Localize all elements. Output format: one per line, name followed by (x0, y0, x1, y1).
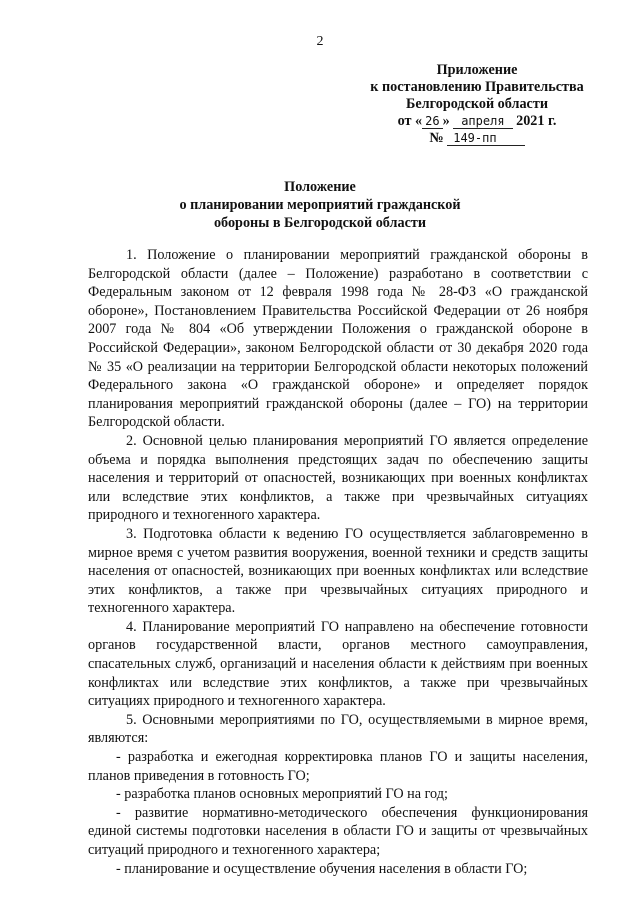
appendix-resolution-line: к постановлению Правительства (370, 79, 584, 95)
appendix-header (352, 62, 602, 147)
list-item: - разработка и ежегодная корректировка планов ГО и защиты населения, планов приведения в готовность ГО; (88, 749, 588, 784)
list-item: - разработка планов основных мероприятий ГО на год; (116, 786, 448, 803)
date-month: апреля (453, 114, 512, 129)
date-prefix: от « (397, 113, 423, 129)
title-line-1: Положение (284, 179, 356, 195)
date-year: 2021 г. (516, 113, 557, 129)
appendix-date-line (352, 113, 602, 130)
paragraph-4: 4. Планирование мероприятий ГО направлено на обеспечение готовности органов государственной власти, органов местного самоуправления, спасательных служб, организаций и населения области к действиям при военных конфликтах или вследствие этих конфликтов, а также при чрезвычайных ситуациях природного и техногенного характера. (88, 618, 588, 710)
paragraph-5: 5. Основными мероприятиями по ГО, осуществляемыми в мирное время, являются: (88, 711, 588, 747)
appendix-region-line: Белгородской области (406, 96, 548, 112)
list-item: - планирование и осуществление обучения населения в области ГО; (116, 860, 528, 877)
title-line-3: обороны в Белгородской области (213, 215, 427, 231)
list-item: - развитие нормативно-методического обеспечения функционирования единой системы подготовки населения в области ГО и защиты от чрезвычайных ситуаций природного и техногенного характера; (88, 804, 588, 858)
appendix-number-line (352, 130, 602, 147)
document-body (88, 246, 588, 878)
appendix-label: Приложение (436, 62, 518, 78)
document-title (0, 178, 640, 232)
number-prefix: № (429, 130, 444, 146)
paragraph-1: 1. Положение о планировании мероприятий гражданской обороны в Белгородской области (далее – Положение) разработано в соответствии с Федеральным законом от 12 февраля 1998 года № 28-ФЗ «О гражданской обороне», Постановлением Правительства Российской Федерации от 26 ноября 2007 года № 804 «Об утверждении Положения о гражданской обороне в Российской Федерации», законом Белгородской области от 30 декабря 2020 года № 35 «О реализации на территории Белгородской области некоторых положений Федерального закона «О гражданской обороне» и определяет порядок планирования мероприятий гражданской обороны (далее – ГО) на территории Белгородской области. (88, 247, 588, 431)
title-line-2: о планировании мероприятий гражданской (179, 197, 461, 213)
number-value: 149-пп (447, 131, 524, 146)
date-mid: » (442, 113, 450, 129)
date-day: 26 (422, 114, 442, 129)
paragraph-2: 2. Основной целью планирования мероприятий ГО является определение объема и порядка выполнения предстоящих задач по обеспечению защиты населения и территорий от опасностей, возникающих при военных конфликтах или вследствие этих конфликтов, а также при чрезвычайных ситуациях природного и техногенного характера. (88, 432, 588, 524)
paragraph-3: 3. Подготовка области к ведению ГО осуществляется заблаговременно в мирное время с учетом развития вооружения, военной техники и средств защиты населения от опасностей, возникающих при военных конфликтах или вследствие этих конфликтов, а также при чрезвычайных ситуациях природного и техногенного характера. (88, 525, 588, 617)
page-number: 2 (316, 34, 324, 49)
